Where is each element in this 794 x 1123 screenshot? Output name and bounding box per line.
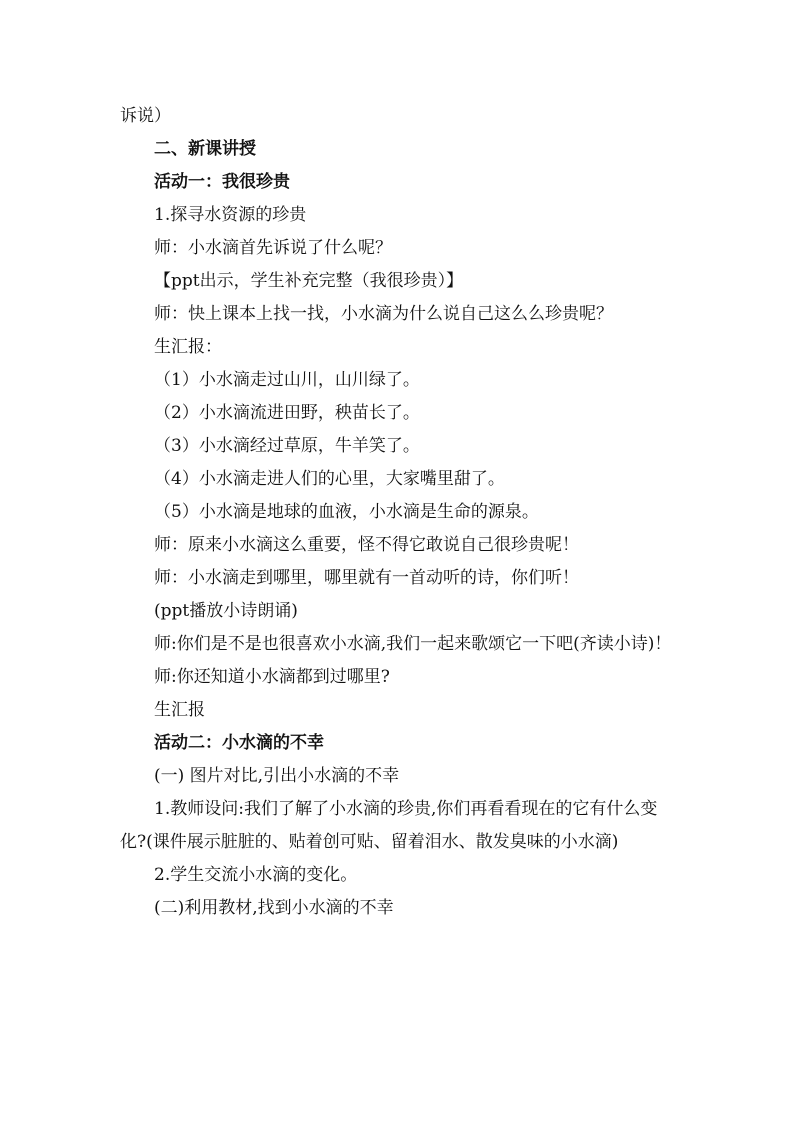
list-item: （2）小水滴流进田野，秧苗长了。 [154, 403, 420, 423]
list-item: （4）小水滴走进人们的心里，大家嘴里甜了。 [154, 469, 505, 489]
paragraph: (二)利用教材,找到小水滴的不幸 [154, 898, 394, 918]
paragraph: 师：小水滴走到哪里，哪里就有一首动听的诗，你们听！ [154, 568, 579, 588]
section-heading: 二、新课讲授 [154, 139, 256, 159]
paragraph: 生汇报： [154, 337, 222, 357]
list-item: （5）小水滴是地球的血液，小水滴是生命的源泉。 [154, 502, 539, 522]
paragraph: 师：快上课本上找一找，小水滴为什么说自己这么么珍贵呢？ [154, 304, 613, 324]
paragraph: 1.教师设问:我们了解了小水滴的珍贵,你们再看看现在的它有什么变化?(课件展示脏脏的、贴着创可贴、留着泪水、散发臭味的小水滴) [120, 799, 658, 852]
paragraph: 1.探寻水资源的珍贵 [154, 205, 307, 225]
paragraph: (ppt播放小诗朗诵) [154, 601, 298, 621]
paragraph: 师:你还知道小水滴都到过哪里? [154, 667, 390, 687]
document-body [120, 100, 676, 925]
paragraph: 2.学生交流小水滴的变化。 [154, 865, 358, 885]
paragraph: 师：原来小水滴这么重要，怪不得它敢说自己很珍贵呢！ [154, 535, 579, 555]
list-item: （3）小水滴经过草原，牛羊笑了。 [154, 436, 420, 456]
paragraph: 师:你们是不是也很喜欢小水滴,我们一起来歌颂它一下吧(齐读小诗)！ [154, 634, 672, 654]
paragraph: (一) 图片对比,引出小水滴的不幸 [154, 766, 400, 786]
paragraph: 师：小水滴首先诉说了什么呢？ [154, 238, 392, 258]
paragraph: 生汇报 [154, 700, 205, 720]
activity-heading-2: 活动二：小水滴的不幸 [154, 733, 324, 753]
activity-heading-1: 活动一：我很珍贵 [154, 172, 290, 192]
list-item: （1）小水滴走过山川，山川绿了。 [154, 370, 420, 390]
continued-line: 诉说） [120, 106, 171, 126]
paragraph: 【ppt出示，学生补充完整（我很珍贵）】 [154, 271, 464, 291]
